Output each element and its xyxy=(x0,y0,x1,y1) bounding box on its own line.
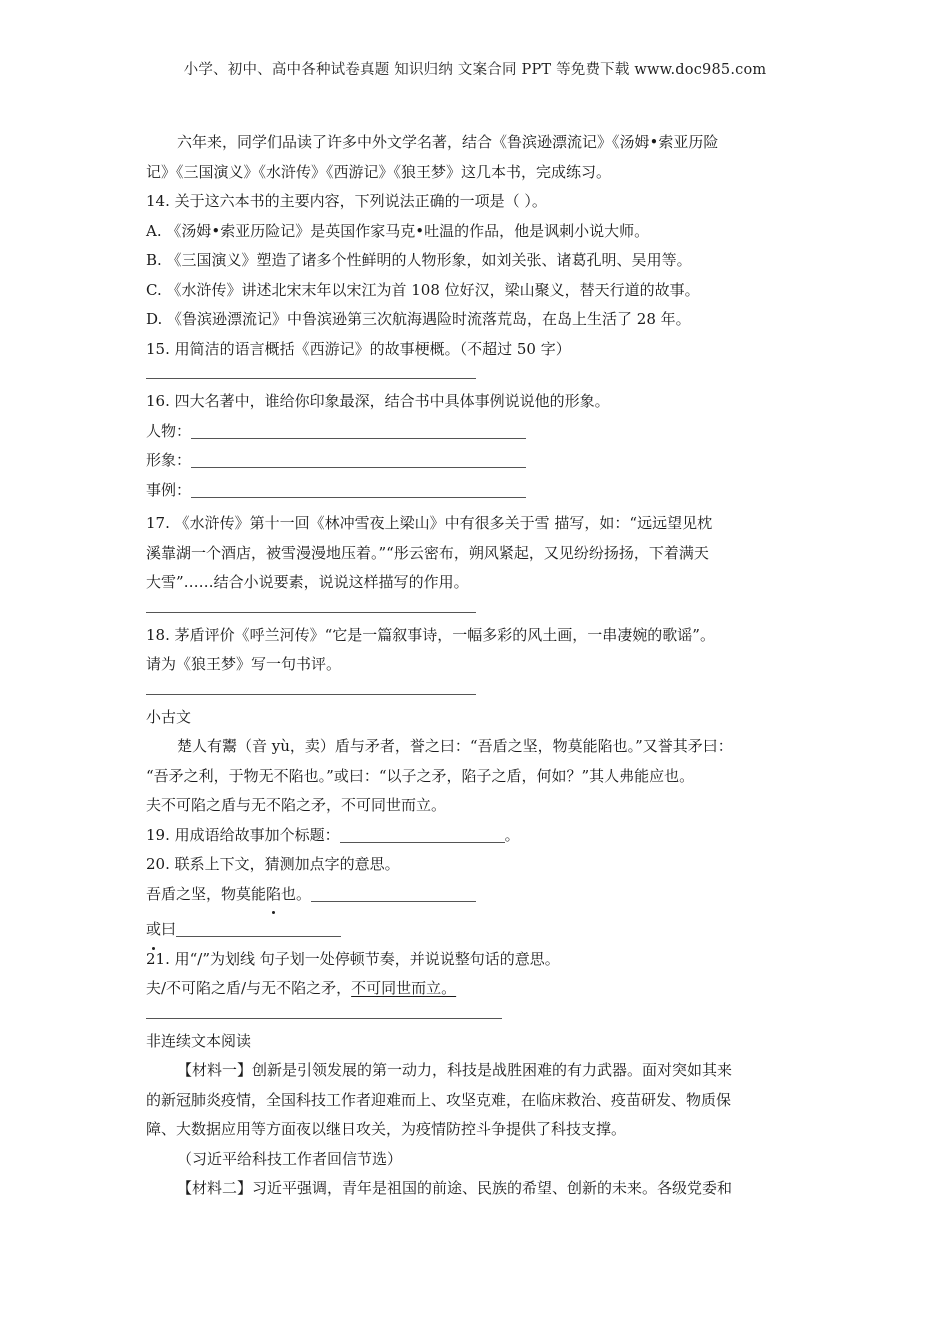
item-2-after: 曰 xyxy=(161,920,177,938)
dotted-character: 陷 xyxy=(266,880,281,910)
answer-line-15[interactable] xyxy=(146,364,476,379)
answer-line-21[interactable] xyxy=(146,1004,502,1019)
question-19 xyxy=(146,821,806,851)
item-1-after: 也。 xyxy=(281,884,312,903)
option-d[interactable]: D. 《鲁滨逊漂流记》中鲁滨逊第三次航海遇险时流落荒岛，在岛上生活了 28 年。 xyxy=(146,310,691,328)
question-20-item-1 xyxy=(146,880,806,910)
question-14: 14. 关于这六本书的主要内容，下列说法正确的一项是（ ）。 xyxy=(146,192,547,210)
question-19-end: 。 xyxy=(504,825,520,844)
question-17-line: 大雪”……结合小说要素，说说这样描写的作用。 xyxy=(146,573,469,591)
question-21-sentence xyxy=(146,974,806,1004)
label-image: 形象： xyxy=(146,451,192,469)
answer-blank-person[interactable] xyxy=(191,420,526,439)
question-18-line: 18. 茅盾评价《呼兰河传》“它是一篇叙事诗，一幅多彩的风土画，一串凄婉的歌谣”。 xyxy=(146,625,715,644)
sentence-underlined: 不可同世而立。 xyxy=(351,979,457,997)
material-1-line: 【材料一】创新是引领发展的第一动力，科技是战胜困难的有力武器。面对突如其来 xyxy=(177,1061,733,1079)
answer-blank-20-1[interactable] xyxy=(311,883,476,902)
field-example xyxy=(146,476,806,506)
question-18-line: 请为《狼王梦》写一句书评。 xyxy=(146,655,342,673)
answer-blank-19[interactable] xyxy=(340,824,505,843)
classical-text-line: 楚人有鬻（音 yù，卖）盾与矛者，誉之曰：“吾盾之坚，物莫能陷也。”又誉其矛曰： xyxy=(177,737,733,755)
answer-blank-example[interactable] xyxy=(191,479,526,498)
answer-blank-image[interactable] xyxy=(191,449,526,468)
question-21: 21. 用“/”为划线 句子划一处停顿节奏，并说说整句话的意思。 xyxy=(146,949,560,968)
material-1-source: （习近平给科技工作者回信节选） xyxy=(177,1149,403,1168)
material-1-line: 的新冠肺炎疫情，全国科技工作者迎难而上、攻坚克难，在临床救治、疫苗研发、物质保 xyxy=(146,1090,732,1109)
page-header: 小学、初中、高中各种试卷真题 知识归纳 文案合同 PPT 等免费下载 www.doc985.com xyxy=(183,62,767,78)
sentence-plain: 夫/不可陷之盾/与无不陷之矛， xyxy=(146,979,352,997)
answer-blank-20-2[interactable] xyxy=(176,918,341,937)
answer-line-18[interactable] xyxy=(146,680,476,695)
dotted-character: 或 xyxy=(146,915,161,945)
question-19-stem: 19. 用成语给故事加个标题： xyxy=(146,825,340,844)
field-image xyxy=(146,446,806,476)
material-2-line: 【材料二】习近平强调，青年是祖国的前途、民族的希望、创新的未来。各级党委和 xyxy=(177,1179,733,1197)
option-a[interactable]: A. 《汤姆•索亚历险记》是英国作家马克•吐温的作品，他是讽刺小说大师。 xyxy=(146,221,650,240)
question-20-item-2 xyxy=(146,915,806,945)
classical-text-line: “吾矛之利，于物无不陷也。”或曰：“以子之矛，陷子之盾，何如？”其人弗能应也。 xyxy=(146,766,695,785)
question-16: 16. 四大名著中，谁给你印象最深，结合书中具体事例说说他的形象。 xyxy=(146,392,610,410)
item-1-before: 吾盾之坚，物莫能 xyxy=(146,884,267,903)
option-c[interactable]: C. 《水浒传》讲述北宋末年以宋江为首 108 位好汉，梁山聚义，替天行道的故事。 xyxy=(146,280,700,299)
question-20: 20. 联系上下文，猜测加点字的意思。 xyxy=(146,855,400,873)
question-15: 15. 用简洁的语言概括《西游记》的故事梗概。（不超过 50 字） xyxy=(146,339,571,358)
label-example: 事例： xyxy=(146,480,192,499)
material-1-line: 障、大数据应用等方面夜以继日攻关，为疫情防控斗争提供了科技支撑。 xyxy=(146,1120,627,1138)
answer-line-17[interactable] xyxy=(146,598,476,613)
question-17-line: 溪靠湖一个酒店，被雪漫漫地压着。”“彤云密布，朔风紧起，又见纷纷扬扬，下着满天 xyxy=(146,543,709,562)
exam-content xyxy=(146,128,806,1204)
intro-line: 记》《三国演义》《水浒传》《西游记》《狼王梦》这几本书，完成练习。 xyxy=(146,162,612,181)
label-person: 人物： xyxy=(146,421,192,440)
classical-text-line: 夫不可陷之盾与无不陷之矛，不可同世而立。 xyxy=(146,796,447,814)
section-title-classical: 小古文 xyxy=(146,707,192,726)
section-title-nonlinear: 非连续文本阅读 xyxy=(146,1031,252,1050)
field-person xyxy=(146,417,806,447)
option-b[interactable]: B. 《三国演义》塑造了诸多个性鲜明的人物形象，如刘关张、诸葛孔明、吴用等。 xyxy=(146,251,692,269)
question-17-line: 17. 《水浒传》第十一回《林冲雪夜上梁山》中有很多关于雪 描写，如：“远远望见枕 xyxy=(146,514,713,532)
intro-line: 六年来，同学们品读了许多中外文学名著，结合《鲁滨逊漂流记》《汤姆•索亚历险 xyxy=(177,133,719,151)
